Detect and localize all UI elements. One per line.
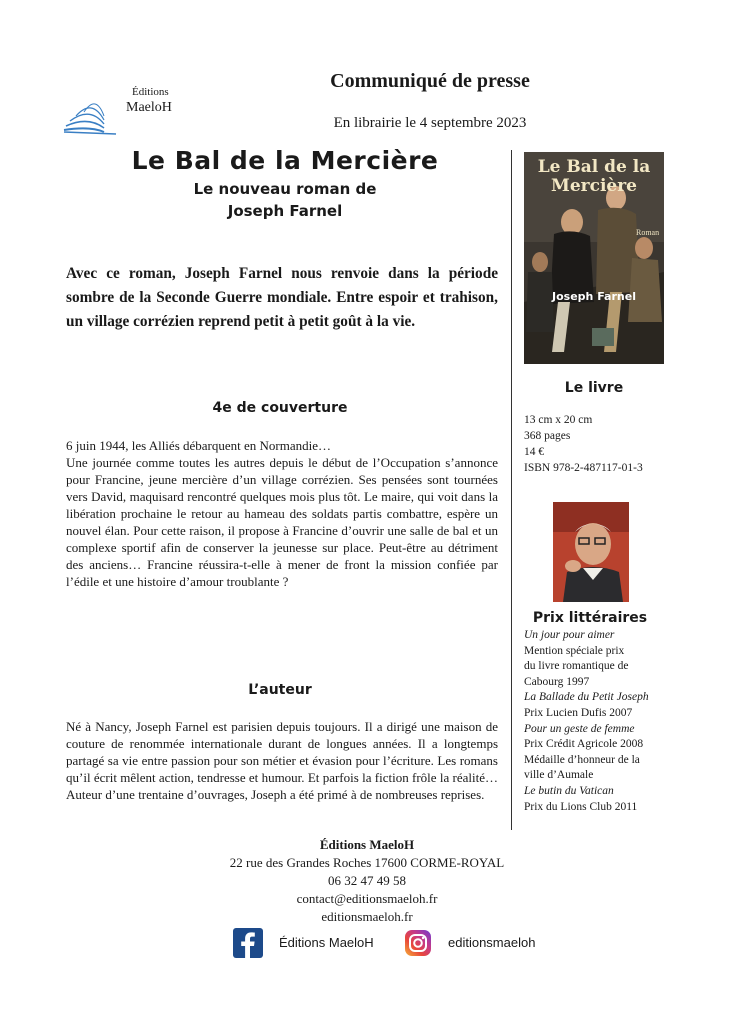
author-heading: L’auteur	[248, 682, 312, 698]
cover-title-text	[524, 158, 664, 196]
publisher-phone: 06 32 47 49 58	[328, 873, 406, 888]
award-detail: Médaille d’honneur de la	[524, 753, 640, 766]
facebook-glyph	[233, 928, 263, 958]
book-subtitle-line1: Le nouveau roman de	[193, 180, 377, 198]
release-date: En librairie le 4 septembre 2023	[333, 115, 527, 131]
instagram-label[interactable]: editionsmaeloh	[448, 935, 536, 950]
facebook-icon[interactable]	[233, 928, 263, 958]
publisher-email[interactable]: contact@editionsmaeloh.fr	[296, 891, 438, 906]
book-details-heading: Le livre	[564, 380, 624, 396]
cover-blurb-text	[66, 437, 498, 590]
publisher-logo	[60, 86, 180, 138]
awards-list	[524, 628, 684, 815]
award-book-title: Le butin du Vatican	[524, 784, 614, 797]
publisher-contact	[150, 836, 584, 926]
cover-blurb-heading: 4e de couverture	[212, 400, 348, 416]
book-details	[524, 412, 684, 476]
award-detail: Prix du Lions Club 2011	[524, 800, 638, 813]
award-book-title: Pour un geste de femme	[524, 722, 635, 735]
cover-blurb-paragraph: Une journée comme toutes les autres depuis le début de l’Occupation s’annonce pour Francine, jeune mercière d’un village corrézien. Ses pensées sont tournées vers David, maquisard rencontré quelques mois plus tôt. Le maire, qui voit dans la libération prochaine le retour au hameau des soldats partis combattre, espère un nouvel élan. Pour cette raison, il propose à Francine d’ouvrir une salle de bal et un complexe sportif afin de conserver la jeunesse sur place. Peut-être au détriment des anciens… Francine réussira-t-elle à mener de front la mission confiée par l’édile et une histoire d’amour troublante ?	[66, 455, 498, 589]
award-detail: du livre romantique de	[524, 660, 629, 673]
book-title: Le Bal de la Mercière	[131, 146, 439, 175]
book-price: 14 €	[524, 446, 545, 458]
instagram-icon[interactable]	[405, 930, 431, 956]
award-detail: Prix Lucien Dufis 2007	[524, 706, 633, 719]
award-book-title: La Ballade du Petit Joseph	[524, 691, 649, 704]
book-cover-image	[524, 152, 664, 364]
press-release-title: Communiqué de presse	[330, 70, 530, 92]
cover-blurb-first-line: 6 juin 1944, les Alliés débarquent en Normandie…	[66, 438, 332, 453]
award-detail: Mention spéciale prix	[524, 644, 625, 657]
book-isbn: ISBN 978-2-487117-01-3	[524, 462, 643, 474]
award-book-title: Un jour pour aimer	[524, 629, 615, 641]
instagram-glyph	[405, 930, 431, 956]
publisher-website[interactable]: editionsmaeloh.fr	[321, 909, 413, 924]
logo-text-maeloh: MaeloH	[126, 100, 172, 115]
publisher-name: Éditions MaeloH	[319, 837, 415, 852]
logo-text-editions: Éditions	[132, 86, 169, 98]
cover-genre: Roman	[636, 228, 660, 237]
cover-title-line2: Mercière	[551, 176, 637, 196]
award-detail: Cabourg 1997	[524, 675, 590, 688]
book-pages: 368 pages	[524, 430, 571, 442]
book-size: 13 cm x 20 cm	[524, 414, 593, 426]
author-portrait	[553, 502, 629, 602]
publisher-address: 22 rue des Grandes Roches 17600 CORME-ROYAL	[229, 855, 505, 870]
award-detail: ville d’Aumale	[524, 769, 594, 782]
author-bio-text: Né à Nancy, Joseph Farnel est parisien depuis toujours. Il a dirigé une maison de couture de renommée internationale durant de longues années. Il a longtemps partagé sa vie entre passion pour son métier et évasion pour l’écriture. Les romans qu’il écrit mêlent action, tendresse et humour. Et parfois la fiction frôle la réalité… Auteur d’une trentaine d’ouvrages, Joseph a été primé à de nombreuses reprises.	[66, 719, 498, 802]
book-subtitle-line2: Joseph Farnel	[227, 202, 343, 220]
facebook-label[interactable]: Éditions MaeloH	[279, 935, 374, 950]
lead-paragraph: Avec ce roman, Joseph Farnel nous renvoie dans la période sombre de la Seconde Guerre mondiale. Entre espoir et trahison, un village corrézien reprend petit à petit goût à la vie.	[66, 265, 498, 330]
award-detail: Prix Crédit Agricole 2008	[524, 738, 644, 751]
cover-title-line1: Le Bal de la	[537, 157, 651, 177]
column-divider	[511, 150, 512, 830]
awards-heading: Prix littéraires	[532, 610, 648, 626]
portrait-photo	[553, 502, 629, 602]
cover-author-name: Joseph Farnel	[552, 290, 636, 303]
